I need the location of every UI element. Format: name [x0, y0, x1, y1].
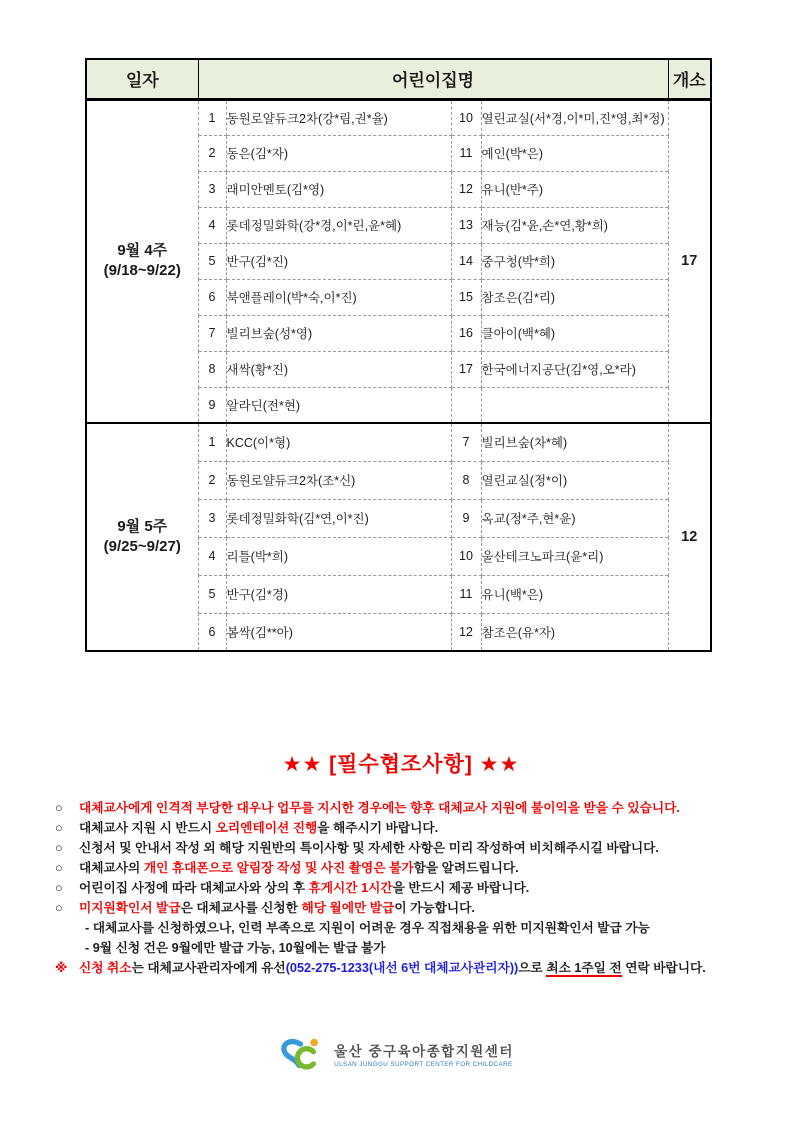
sc-childcare-logo-mark: [279, 1035, 325, 1073]
row-number-cell: 12: [451, 171, 481, 207]
notice-segment: 을 반드시 제공 바랍니다.: [392, 881, 530, 895]
footer-org-name: [334, 1040, 514, 1068]
row-number-cell: 11: [451, 575, 481, 613]
row-number-cell: [451, 387, 481, 423]
notice-segment: 대체교사 지원 시 반드시: [79, 821, 216, 835]
center-name-cell: [481, 387, 668, 423]
row-number-cell: 7: [198, 315, 226, 351]
notice-bullet: ※: [55, 961, 68, 975]
notice-section: [55, 748, 747, 979]
center-name-cell: 롯데정밀화학(강*경,이*린,윤*혜): [226, 207, 451, 243]
notice-text: [79, 899, 747, 919]
footer-org-name-en: ULSAN JUNGGU SUPPORT CENTER FOR CHILDCARE: [334, 1061, 513, 1068]
center-name-cell: 빌리브숲(차*혜): [481, 423, 668, 461]
table-row: [86, 423, 711, 461]
center-name-cell: 예인(박*은): [481, 135, 668, 171]
row-number-cell: 7: [451, 423, 481, 461]
center-name-cell: 북앤플레이(박*숙,이*진): [226, 279, 451, 315]
center-name-cell: 옥교(정*주,현*윤): [481, 499, 668, 537]
row-number-cell: 10: [451, 99, 481, 135]
row-number-cell: 17: [451, 351, 481, 387]
row-number-cell: 11: [451, 135, 481, 171]
notice-item: [55, 819, 747, 839]
row-number-cell: 5: [198, 575, 226, 613]
center-name-cell: 참조은(김*리): [481, 279, 668, 315]
row-number-cell: 2: [198, 461, 226, 499]
notice-bullet: ○: [55, 841, 63, 855]
notice-segment: 개인 휴대폰으로 알림장 작성 및 사진 촬영은 불가: [143, 861, 414, 875]
row-number-cell: 10: [451, 537, 481, 575]
notice-segment: 해당 월에만 발급: [301, 901, 395, 915]
notice-segment: 최소 1주일 전: [546, 961, 622, 975]
row-number-cell: 8: [451, 461, 481, 499]
row-number-cell: 5: [198, 243, 226, 279]
notice-bullet: ○: [55, 901, 63, 915]
row-number-cell: 4: [198, 537, 226, 575]
center-name-cell: KCC(이*형): [226, 423, 451, 461]
week-date-cell: [86, 423, 198, 651]
notice-segment: 대체교사에게 인격적 부당한 대우나 업무를 지시한 경우에는 향후 대체교사 지원에 불이익을 받을 수 있습니다.: [79, 801, 680, 815]
center-name-cell: 재능(김*윤,손*연,황*희): [481, 207, 668, 243]
center-name-cell: 반구(김*진): [226, 243, 451, 279]
footer-org-name-kr: 울산 중구육아종합지원센터: [334, 1044, 514, 1059]
notice-segment: 을 해주시기 바랍니다.: [317, 821, 439, 835]
notice-segment: - 9월 신청 건은 9월에만 발급 가능, 10월에는 발급 불가: [85, 941, 386, 955]
week-date-cell: [86, 99, 198, 423]
notice-item: [55, 799, 747, 819]
row-number-cell: 3: [198, 171, 226, 207]
center-name-cell: 동은(김*자): [226, 135, 451, 171]
center-name-cell: 봄싹(김**아): [226, 613, 451, 651]
schedule-table-body: [86, 99, 711, 651]
footer: [0, 1035, 793, 1073]
notice-text: [79, 859, 747, 879]
notice-text: [85, 939, 747, 959]
row-number-cell: 1: [198, 99, 226, 135]
week-label: 9월 5주: [117, 517, 168, 535]
week-range: (9/18~9/22): [103, 262, 181, 280]
center-name-cell: 동원로얄듀크2차(조*신): [226, 461, 451, 499]
notice-bullet: ○: [55, 801, 63, 815]
notice-item: [55, 899, 747, 919]
row-number-cell: 2: [198, 135, 226, 171]
notice-text: [79, 959, 747, 979]
notice-segment: 대체교사의: [79, 861, 144, 875]
row-number-cell: 16: [451, 315, 481, 351]
row-number-cell: 1: [198, 423, 226, 461]
center-name-cell: 새싹(황*진): [226, 351, 451, 387]
notice-segment: 신청서 및 안내서 작성 외 해당 지원반의 특이사항 및 자세한 사항은 미리 작성하여 비치해주시길 바랍니다.: [79, 841, 659, 855]
table-row: [86, 99, 711, 135]
notice-list: [55, 799, 747, 979]
notice-item: [55, 939, 747, 959]
center-name-cell: 알라딘(전*현): [226, 387, 451, 423]
row-number-cell: 8: [198, 351, 226, 387]
notice-segment: 어린이집 사정에 따라 대체교사와 상의 후: [79, 881, 309, 895]
notice-segment: (052-275-1233(내선 6번 대체교사관리자)): [285, 961, 519, 975]
table-header-row: [86, 59, 711, 99]
row-number-cell: 14: [451, 243, 481, 279]
center-name-cell: 중구청(박*희): [481, 243, 668, 279]
notice-title: ★★ [필수협조사항] ★★: [282, 753, 520, 776]
notice-segment: 은 대체교사를 신청한: [180, 901, 302, 915]
week-count-cell: 12: [668, 423, 711, 651]
row-number-cell: 15: [451, 279, 481, 315]
notice-text: [79, 839, 747, 859]
notice-segment: 으로: [518, 961, 547, 975]
row-number-cell: 12: [451, 613, 481, 651]
notice-text: [79, 799, 747, 819]
center-name-cell: 한국에너지공단(김*영,오*라): [481, 351, 668, 387]
center-name-cell: 열린교실(서*경,이*미,진*영,최*정): [481, 99, 668, 135]
notice-item: [55, 959, 747, 979]
row-number-cell: 13: [451, 207, 481, 243]
center-name-cell: 리틀(박*희): [226, 537, 451, 575]
notice-bullet: ○: [55, 861, 63, 875]
notice-bullet: ○: [55, 821, 63, 835]
notice-segment: 미지원확인서 발급: [79, 901, 181, 915]
notice-segment: 오리엔테이션 진행: [215, 821, 318, 835]
notice-segment: - 대체교사를 신청하였으나, 인력 부족으로 지원이 어려운 경우 직접채용을 위한 미지원확인서 발급 가능: [85, 921, 650, 935]
center-name-cell: 열린교실(정*이): [481, 461, 668, 499]
notice-item: [55, 919, 747, 939]
notice-segment: 는 대체교사관리자에게 유선: [131, 961, 286, 975]
notice-segment: 연락 바랍니다.: [621, 961, 706, 975]
row-number-cell: 4: [198, 207, 226, 243]
center-name-cell: 유니(반*주): [481, 171, 668, 207]
notice-segment: 휴게시간 1시간: [308, 881, 393, 895]
center-name-cell: 유니(백*은): [481, 575, 668, 613]
center-name-cell: 반구(김*경): [226, 575, 451, 613]
center-name-cell: 참조은(유*자): [481, 613, 668, 651]
row-number-cell: 6: [198, 279, 226, 315]
notice-segment: 신청 취소: [79, 961, 132, 975]
schedule-table: [85, 58, 712, 652]
center-name-cell: 울산테크노파크(윤*리): [481, 537, 668, 575]
center-name-cell: 래미안멘토(김*영): [226, 171, 451, 207]
header-center-name: 어린이집명: [198, 59, 668, 99]
center-name-cell: 롯데정밀화학(김*연,이*진): [226, 499, 451, 537]
notice-bullet: ○: [55, 881, 63, 895]
notice-item: [55, 879, 747, 899]
notice-text: [85, 919, 747, 939]
header-count: 개소: [668, 59, 711, 99]
row-number-cell: 6: [198, 613, 226, 651]
header-date: 일자: [86, 59, 198, 99]
center-name-cell: 동원로얄듀크2차(강*림,권*율): [226, 99, 451, 135]
notice-item: [55, 859, 747, 879]
notice-text: [79, 819, 747, 839]
row-number-cell: 9: [451, 499, 481, 537]
notice-segment: 함을 알려드립니다.: [413, 861, 519, 875]
row-number-cell: 3: [198, 499, 226, 537]
week-label: 9월 4주: [117, 242, 168, 259]
week-range: (9/25~9/27): [103, 538, 181, 555]
center-name-cell: 클아이(백*혜): [481, 315, 668, 351]
center-name-cell: 빌리브숲(성*영): [226, 315, 451, 351]
notice-text: [79, 879, 747, 899]
notice-item: [55, 839, 747, 859]
week-count-cell: 17: [668, 99, 711, 423]
notice-segment: 이 가능합니다.: [394, 901, 475, 915]
row-number-cell: 9: [198, 387, 226, 423]
